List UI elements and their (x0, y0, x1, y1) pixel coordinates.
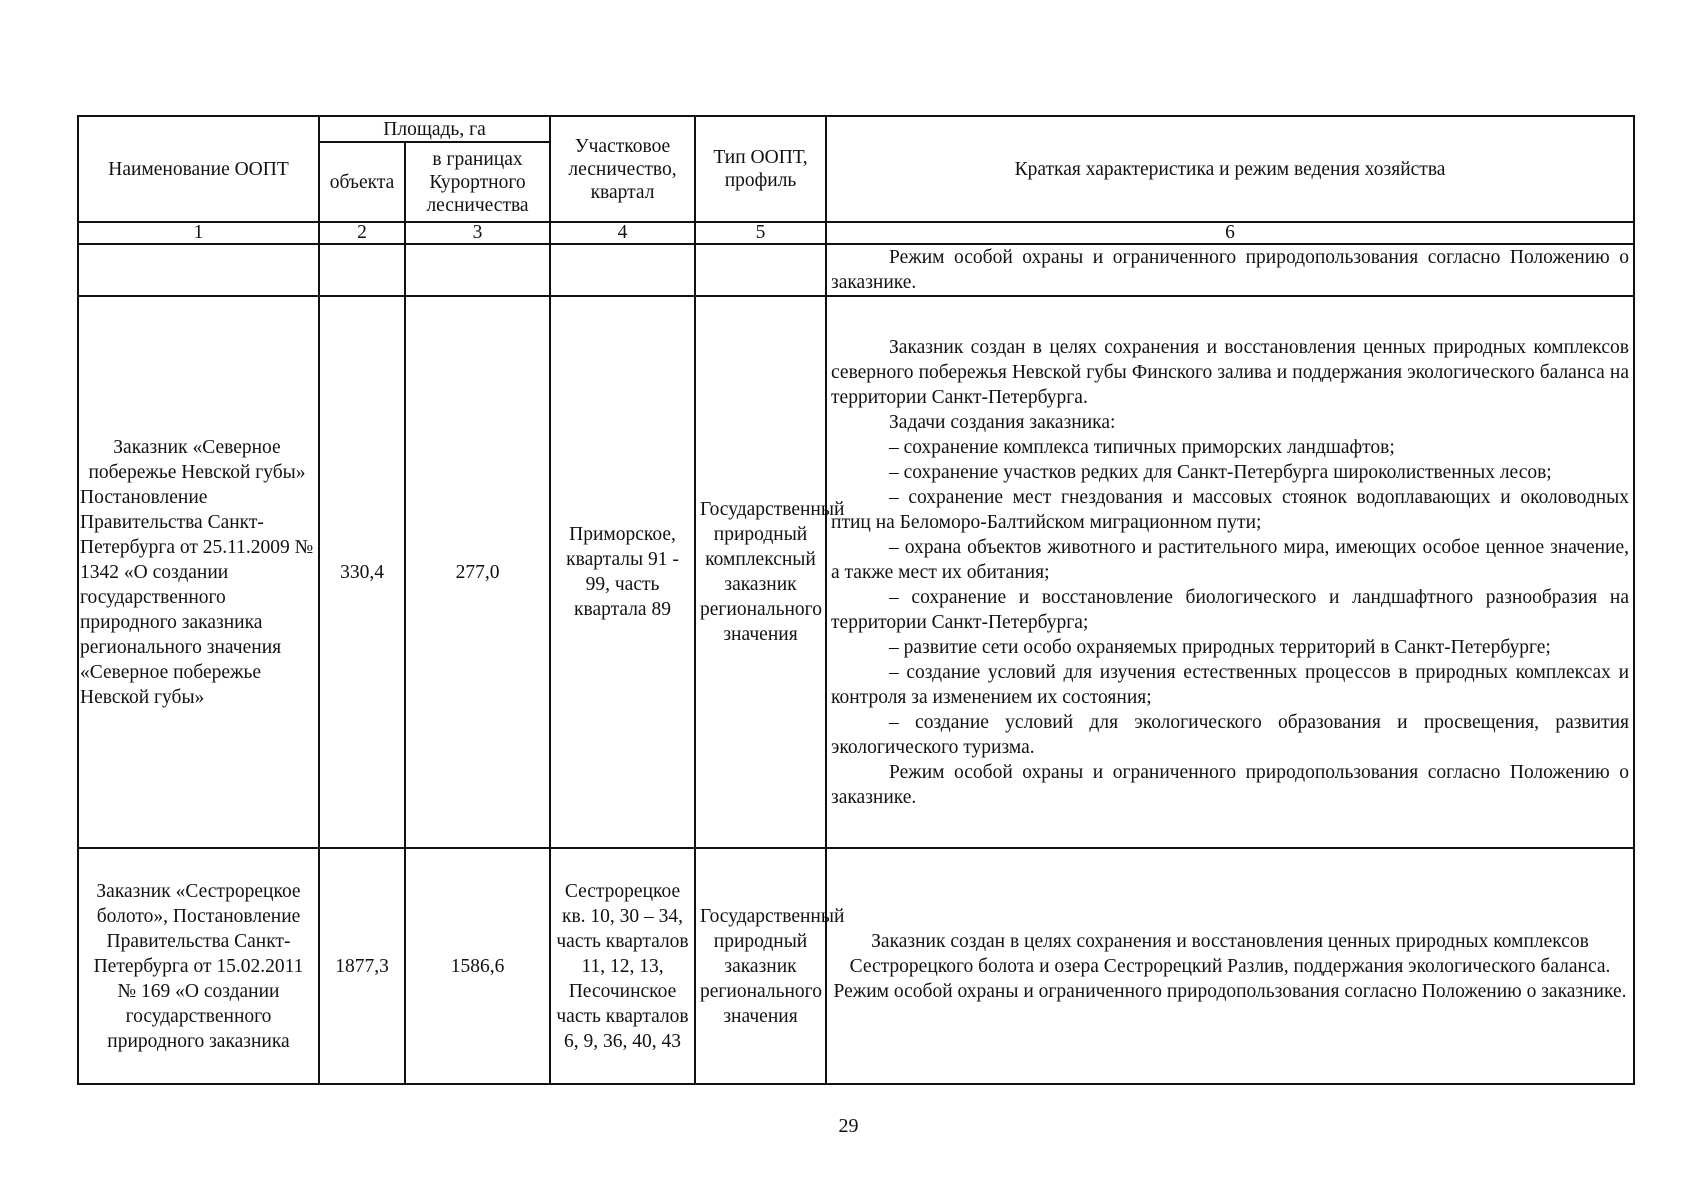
neva-description: Заказник создан в целях сохранения и восстановления ценных природных комплексов северного побережья Невской губы Финского залива и поддержания экологического баланса на территории Санкт-Петербурга. Задачи создания заказника: – сохранение комплекса типичных приморских ландшафтов; – сохранение участков редких для Санкт-Петербурга широколиственных лесов; – сохранение мест гнездования и массовых стоянок водоплавающих и околоводных птиц на Беломоро-Балтийском миграционном пути; – охрана объектов животного и растительного мира, имеющих особое ценное значение, а также мест их обитания; – сохранение и восстановление биологического и ландшафтного разнообразия на территории Санкт-Петербурга; – развитие сети особо охраняемых природных территорий в Санкт-Петербурге; – создание условий для изучения естественных процессов в природных комплексах и контроля за изменением их состояния; – создание условий для экологического образования и просвещения, развития экологического туризма. Режим особой охраны и ограниченного природопользования согласно Положению о заказнике. (826, 296, 1634, 848)
column-number-5: 5 (695, 222, 826, 244)
neva-area-object: 330,4 (319, 296, 405, 848)
neva-reserve-decree: Постановление Правительства Санкт-Петербурга от 25.11.2009 № 1342 «О создании государственного природного заказника регионального значения «Северное побережье Невской губы» (80, 486, 314, 708)
table-row (78, 244, 1634, 296)
column-number-6: 6 (826, 222, 1634, 244)
sestroretsk-description: Заказник создан в целях сохранения и восстановления ценных природных комплексов Сестрорецкого болота и озера Сестрорецкий Разлив, поддержания экологического баланса. Режим особой охраны и ограниченного природопользования согласно Положению о заказнике. (826, 848, 1634, 1084)
header-description: Краткая характеристика и режим ведения хозяйства (826, 116, 1634, 222)
header-forestry: Участковое лесничество, квартал (550, 116, 695, 222)
continued-description: Режим особой охраны и ограниченного природопользования согласно Положению о заказнике. (831, 247, 1630, 293)
header-type: Тип ООПТ, профиль (695, 116, 826, 222)
neva-type: Государственный природный комплексный заказник регионального значения (695, 296, 826, 848)
neva-reserve-name: Заказник «Северное побережье Невской губы» (88, 436, 306, 483)
page-number: 29 (838, 1115, 859, 1137)
column-number-3: 3 (405, 222, 550, 244)
neva-area-within: 277,0 (405, 296, 550, 848)
sestroretsk-area-within: 1586,6 (405, 848, 550, 1084)
sestroretsk-type: Государственный природный заказник регионального значения (695, 848, 826, 1084)
header-area-object: объекта (319, 142, 405, 222)
sestroretsk-forestry: Сестрорецкое кв. 10, 30 – 34, часть кварталов 11, 12, 13, Песочинское часть кварталов 6, 9, 36, 40, 43 (550, 848, 695, 1084)
sestroretsk-reserve-name: Заказник «Сестрорецкое болото», Постановление Правительства Санкт-Петербурга от 15.02.2011 № 169 «О создании государственного природного заказника (78, 848, 319, 1084)
table-row (78, 848, 1634, 1084)
column-number-1: 1 (78, 222, 319, 244)
header-area-group: Площадь, га (319, 116, 550, 142)
header-name: Наименование ООПТ (78, 116, 319, 222)
header-area-within: в границах Курортного лесничества (405, 142, 550, 222)
ooptable (77, 115, 1635, 1085)
table-row (78, 296, 1634, 848)
sestroretsk-area-object: 1877,3 (319, 848, 405, 1084)
neva-forestry: Приморское, кварталы 91 - 99, часть квартала 89 (550, 296, 695, 848)
column-number-2: 2 (319, 222, 405, 244)
column-number-4: 4 (550, 222, 695, 244)
